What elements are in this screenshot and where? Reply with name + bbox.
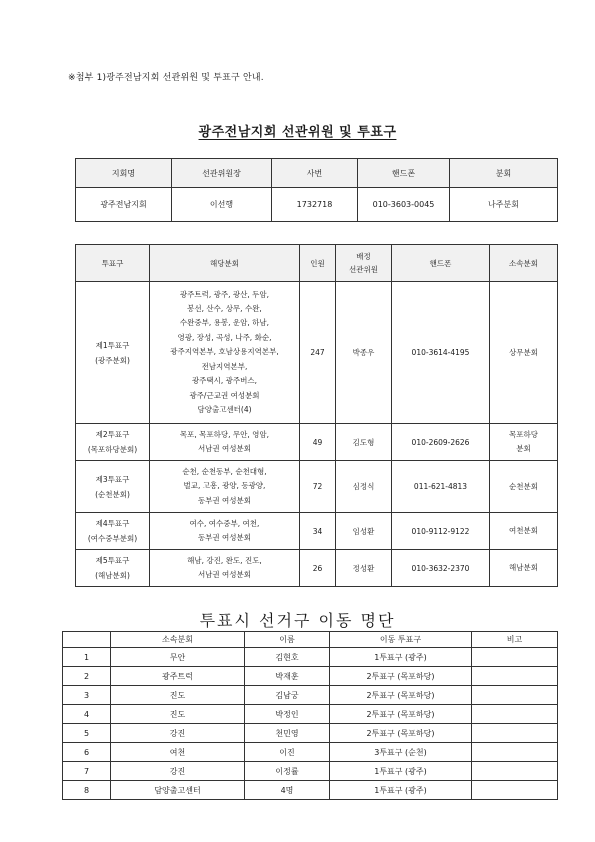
zone-host: (해남분회)	[95, 571, 130, 580]
transfer-row	[63, 724, 558, 743]
remarks-cell	[472, 762, 558, 781]
branches-cell	[150, 424, 300, 461]
subbranch-cell: 진도	[111, 686, 245, 705]
precinct-cell: 1투표구 (광주)	[330, 781, 472, 800]
header-new-precinct: 이동 투표구	[330, 632, 472, 648]
precinct-row	[76, 461, 558, 513]
transfer-row	[63, 648, 558, 667]
branch-line: 순천, 순천동부, 순천대형,	[182, 466, 267, 476]
branch-line: 서남권 여성분회	[197, 570, 252, 579]
branch-line: 동부권 여성분회	[197, 495, 252, 505]
name-cell: 김현호	[245, 648, 330, 667]
header-branch-name: 지회명	[76, 159, 172, 188]
remarks-cell	[472, 648, 558, 667]
transfer-row	[63, 762, 558, 781]
subbranch-cell: 나주분회	[450, 188, 558, 222]
branch-line: 서남권 여성분회	[197, 444, 252, 453]
phone-cell: 010-3632-2370	[392, 550, 490, 587]
index-cell: 1	[63, 648, 111, 667]
index-cell: 4	[63, 705, 111, 724]
branch-line: 동부권 여성분회	[197, 533, 252, 542]
name-cell: 4명	[245, 781, 330, 800]
branches-cell	[150, 282, 300, 424]
header-phone: 핸드폰	[358, 159, 450, 188]
header-assigned-line1: 배정	[356, 252, 371, 261]
remarks-cell	[472, 667, 558, 686]
count-cell: 49	[300, 424, 336, 461]
header-employee-id: 사번	[272, 159, 358, 188]
precinct-cell: 1투표구 (광주)	[330, 648, 472, 667]
subbranch-cell: 여천	[111, 743, 245, 762]
transfer-header-row	[63, 632, 558, 648]
remarks-cell	[472, 705, 558, 724]
zone-name: 제1투표구	[95, 340, 130, 350]
member-cell: 박종우	[336, 282, 392, 424]
phone-cell: 011-621-4813	[392, 461, 490, 513]
header-name: 이름	[245, 632, 330, 648]
affiliation-cell: 여천분회	[490, 513, 558, 550]
committee-title: 광주전남지회 선관위원 및 투표구	[198, 125, 397, 140]
branch-line: 수완중부, 용봉, 운암, 하남,	[179, 318, 270, 328]
branch-line: 벌교, 고흥, 광양, 동광양,	[183, 481, 266, 491]
branch-line: 목포, 목포하당, 무안, 영암,	[179, 429, 270, 439]
zone-host: (여수중부분회)	[87, 534, 138, 543]
branch-line: 전남지역본부,	[201, 361, 248, 371]
branch-line: 광주트럭, 광주, 광산, 두암,	[179, 289, 270, 299]
name-cell: 이정률	[245, 762, 330, 781]
affiliation-cell: 상무분회	[490, 282, 558, 424]
index-cell: 5	[63, 724, 111, 743]
remarks-cell	[472, 743, 558, 762]
subbranch-cell: 강진	[111, 724, 245, 743]
committee-row	[76, 188, 558, 222]
index-cell: 3	[63, 686, 111, 705]
subbranch-cell: 강진	[111, 762, 245, 781]
subbranch-cell: 진도	[111, 705, 245, 724]
name-cell: 박재훈	[245, 667, 330, 686]
precinct-row	[76, 550, 558, 587]
header-branches: 해당분회	[150, 245, 300, 282]
transfer-row	[63, 781, 558, 800]
branches-cell	[150, 550, 300, 587]
member-cell: 임성환	[336, 513, 392, 550]
phone-cell: 010-3603-0045	[358, 188, 450, 222]
precinct-zone-cell	[76, 282, 150, 424]
precinct-zone-cell	[76, 424, 150, 461]
affiliation-cell: 해남분회	[490, 550, 558, 587]
header-precinct: 투표구	[76, 245, 150, 282]
subbranch-cell: 광주트럭	[111, 667, 245, 686]
precinct-cell: 1투표구 (광주)	[330, 762, 472, 781]
zone-host: (광주분회)	[95, 355, 130, 365]
transfer-table	[62, 631, 558, 800]
header-affiliation: 소속분회	[490, 245, 558, 282]
branches-cell	[150, 513, 300, 550]
header-index	[63, 632, 111, 648]
affiliation-cell	[490, 424, 558, 461]
branch-line: 광주지역본부, 호남상용지역본부,	[170, 347, 279, 357]
branch-line: 봉선, 산수, 상무, 수완,	[187, 304, 262, 314]
index-cell: 8	[63, 781, 111, 800]
header-assigned-member	[336, 245, 392, 282]
branches-cell	[150, 461, 300, 513]
precinct-row	[76, 424, 558, 461]
zone-name: 제3투표구	[95, 474, 130, 484]
precinct-row	[76, 513, 558, 550]
name-cell: 김남궁	[245, 686, 330, 705]
precinct-zone-cell	[76, 550, 150, 587]
index-cell: 2	[63, 667, 111, 686]
affiliation-line: 목포하당	[509, 430, 538, 439]
count-cell: 72	[300, 461, 336, 513]
precinct-header-row	[76, 245, 558, 282]
zone-host: (순천분회)	[95, 489, 130, 499]
count-cell: 247	[300, 282, 336, 424]
affiliation-line: 분회	[516, 444, 531, 453]
subbranch-cell: 무안	[111, 648, 245, 667]
branch-line: 광주/근교권 여성분회	[189, 390, 260, 400]
name-cell: 이진	[245, 743, 330, 762]
transfer-row	[63, 686, 558, 705]
branch-line: 영광, 장성, 곡성, 나주, 화순,	[177, 332, 272, 342]
committee-table	[75, 158, 558, 222]
name-cell: 박정인	[245, 705, 330, 724]
precinct-cell: 2투표구 (목포하당)	[330, 667, 472, 686]
index-cell: 7	[63, 762, 111, 781]
committee-header-row	[76, 159, 558, 188]
branch-line: 광주택시, 광주버스,	[191, 376, 258, 386]
chair-cell: 이선행	[172, 188, 272, 222]
subbranch-cell: 담양출고센터	[111, 781, 245, 800]
transfer-row	[63, 667, 558, 686]
affiliation-cell: 순천분회	[490, 461, 558, 513]
employee-id-cell: 1732718	[272, 188, 358, 222]
transfer-row	[63, 705, 558, 724]
precinct-zone-cell	[76, 513, 150, 550]
header-chair: 선관위원장	[172, 159, 272, 188]
header-phone: 핸드폰	[392, 245, 490, 282]
zone-host: (목포하당분회)	[87, 445, 138, 454]
precinct-cell: 2투표구 (목포하당)	[330, 724, 472, 743]
zone-name: 제2투표구	[95, 430, 130, 439]
branch-line: 해남, 강진, 완도, 진도,	[187, 555, 262, 565]
zone-name: 제5투표구	[95, 556, 130, 565]
precinct-zone-cell	[76, 461, 150, 513]
zone-name: 제4투표구	[95, 519, 130, 528]
remarks-cell	[472, 724, 558, 743]
phone-cell: 010-2609-2626	[392, 424, 490, 461]
transfer-title: 투표시 선거구 이동 명단	[199, 611, 396, 630]
phone-cell: 010-3614-4195	[392, 282, 490, 424]
index-cell: 6	[63, 743, 111, 762]
precinct-row	[76, 282, 558, 424]
member-cell: 심정식	[336, 461, 392, 513]
precinct-cell: 3투표구 (순천)	[330, 743, 472, 762]
count-cell: 34	[300, 513, 336, 550]
precinct-cell: 2투표구 (목포하당)	[330, 705, 472, 724]
header-assigned-line2: 선관위원	[349, 265, 378, 274]
phone-cell: 010-9112-9122	[392, 513, 490, 550]
transfer-row	[63, 743, 558, 762]
remarks-cell	[472, 781, 558, 800]
header-subbranch: 소속분회	[111, 632, 245, 648]
branch-line: 담양출고센터(4)	[197, 404, 252, 414]
header-remarks: 비고	[472, 632, 558, 648]
count-cell: 26	[300, 550, 336, 587]
header-subbranch: 분회	[450, 159, 558, 188]
remarks-cell	[472, 686, 558, 705]
header-count: 인원	[300, 245, 336, 282]
precinct-cell: 2투표구 (목포하당)	[330, 686, 472, 705]
branch-name-cell: 광주전남지회	[76, 188, 172, 222]
precinct-table	[75, 244, 558, 587]
attachment-note: ※첨부 1)광주전남지회 선관위원 및 투표구 안내.	[68, 73, 264, 83]
name-cell: 천민영	[245, 724, 330, 743]
member-cell: 김도형	[336, 424, 392, 461]
member-cell: 정성환	[336, 550, 392, 587]
branch-line: 여수, 여수중부, 여천,	[189, 518, 260, 528]
